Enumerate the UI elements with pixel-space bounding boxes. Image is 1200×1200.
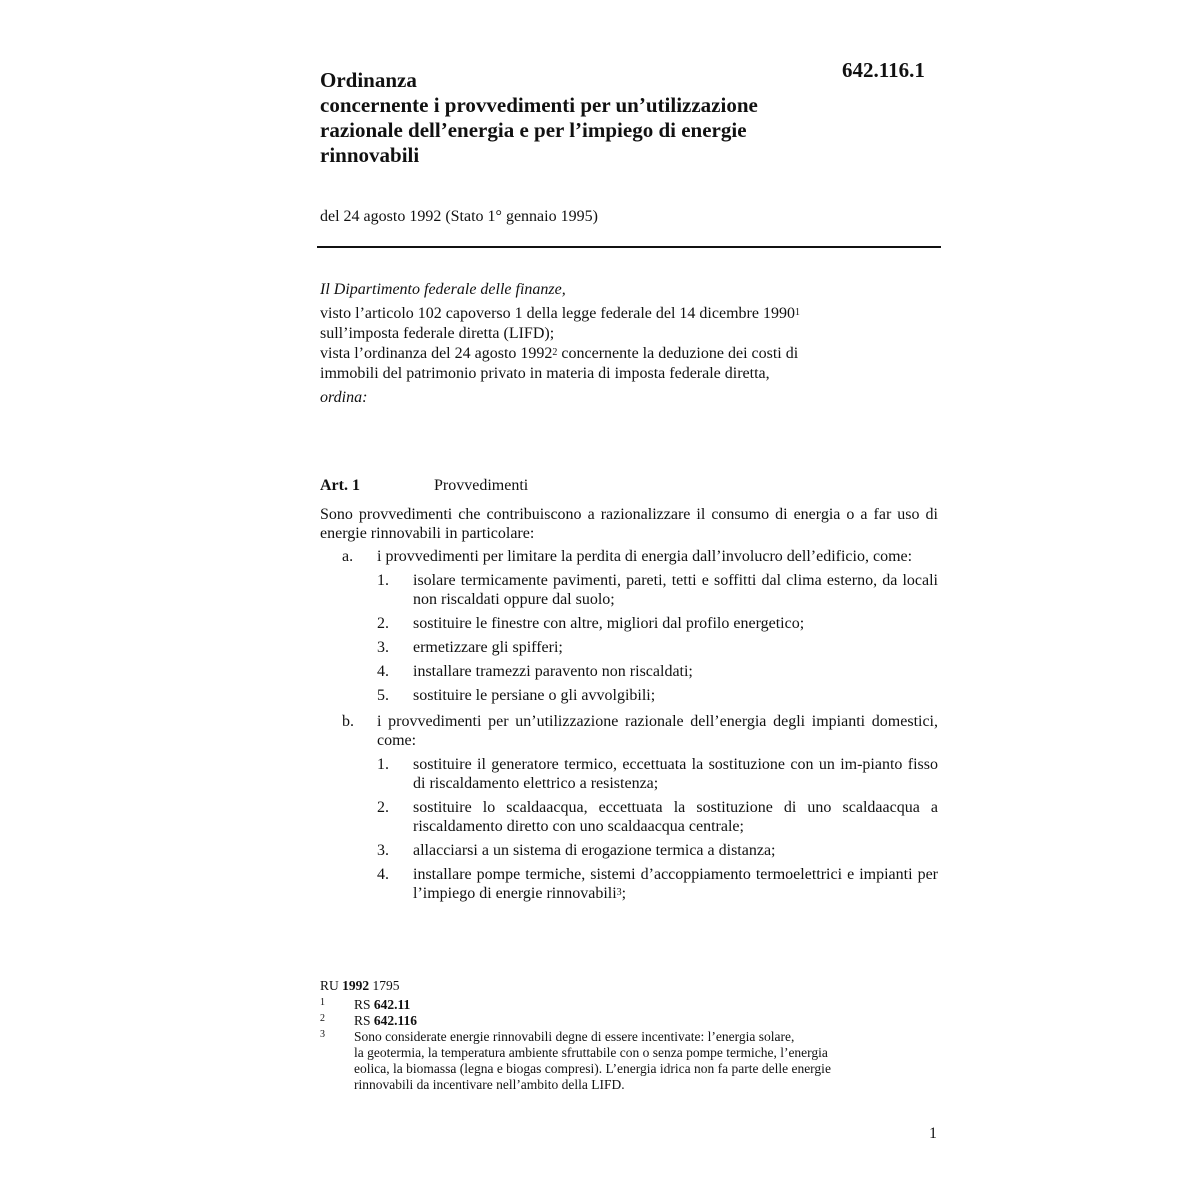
issuing-authority: Il Dipartimento federale delle finanze, (320, 281, 566, 298)
list-item (320, 547, 938, 705)
article-body (320, 505, 938, 903)
sub-list-item (377, 798, 938, 836)
preamble-line: vista l’ordinanza del 24 agosto 1992$^2$ concernente la deduzione dei costi di (320, 345, 799, 362)
title-line: rinnovabili (320, 143, 420, 167)
sub-list-text: sostituire le finestre con altre, migliori dal profilo energetico; (413, 615, 805, 632)
sub-list-item (377, 841, 938, 860)
sub-list-item (377, 865, 938, 903)
sub-list-item (377, 638, 938, 657)
footnote-ref[interactable]: 2 (552, 347, 558, 358)
sub-list-item (377, 662, 938, 681)
sub-list-marker: 3. (377, 842, 389, 859)
sub-list-item (377, 571, 938, 609)
article-intro: Sono provvedimenti che contribuiscono a razionalizzare il consumo di energia o a far uso di energie rinnovabili in particolare: (320, 506, 938, 542)
preamble-line: visto l’articolo 102 capoverso 1 della legge federale del 14 dicembre 1990$^1$ (320, 305, 800, 322)
footnote (320, 1029, 940, 1093)
footnote-marker: 1 (320, 997, 325, 1008)
sub-list-item (377, 686, 938, 705)
enacting-formula: ordina: (320, 389, 368, 406)
sub-list-marker: 5. (377, 687, 389, 704)
footnote-line: la geotermia, la temperatura ambiente sfruttabile con o senza pompe termiche, l’energia (354, 1045, 828, 1060)
sub-list-text: installare tramezzi paravento non riscaldati; (413, 663, 693, 680)
footnote-ref-number[interactable]: 642.11 (373, 997, 411, 1012)
article-title: Provvedimenti (434, 477, 529, 494)
footnote-line: rinnovabili da incentivare nell’ambito della LIFD. (354, 1077, 625, 1092)
footnote-marker: 3 (320, 1029, 325, 1040)
list-marker: b. (342, 713, 354, 730)
sub-list-text: sostituire lo scaldaacqua, eccettuata la sostituzione di uno scaldaacqua a riscaldamento diretto con uno scaldaacqua centrale; (413, 799, 938, 835)
footnote-ref[interactable]: 3 (616, 887, 622, 898)
footnote: 2 RS 642.116 (320, 1013, 418, 1028)
preamble (320, 280, 940, 408)
sub-list-marker: 1. (377, 756, 389, 773)
ordinance-date: del 24 agosto 1992 (Stato 1° gennaio 1995) (320, 208, 598, 225)
footnote-marker: 2 (320, 1013, 325, 1024)
sub-list-text: isolare termicamente pavimenti, pareti, tetti e soffitti dal clima esterno, da locali non riscaldati oppure dal suolo; (413, 572, 938, 608)
preamble-line: sull’imposta federale diretta (LIFD); (320, 325, 555, 342)
sub-list-text: sostituire il generatore termico, eccettuata la sostituzione con un im-pianto fisso di riscaldamento elettrico a resistenza; (413, 756, 938, 792)
ordinance-title (320, 68, 840, 168)
sub-list-text: ermetizzare gli spifferi; (413, 639, 563, 656)
footnotes (320, 978, 940, 1093)
article-heading (320, 477, 528, 495)
page-number: 1 (929, 1125, 937, 1142)
preamble-line: immobili del patrimonio privato in materia di imposta federale diretta, (320, 365, 770, 382)
sub-list-text: sostituire le persiane o gli avvolgibili; (413, 687, 656, 704)
footnote-line: eolica, la biomassa (legna e biogas compresi). L’energia idrica non fa parte delle energie (354, 1061, 831, 1076)
footnote-ref-number[interactable]: 642.116 (373, 1013, 418, 1028)
footnote-line: Sono considerate energie rinnovabili degne di essere incentivate: l’energia solare, (354, 1029, 795, 1044)
footnote: 1 RS 642.11 (320, 997, 411, 1012)
sub-list-marker: 2. (377, 799, 389, 816)
sr-number: 642.116.1 (842, 58, 925, 82)
sub-list-marker: 4. (377, 866, 389, 883)
sub-list-marker: 2. (377, 615, 389, 632)
sub-list-marker: 4. (377, 663, 389, 680)
sub-list-marker: 3. (377, 639, 389, 656)
sub-list-text: installare pompe termiche, sistemi d’accoppiamento termoelettrici e impianti per l’impiego di energie rinnovabili$^3$; (413, 866, 938, 902)
list-item-text: i provvedimenti per limitare la perdita di energia dall’involucro dell’edificio, come: (377, 548, 913, 565)
sub-list-item (377, 614, 938, 633)
article-number: Art. 1 (320, 477, 360, 494)
sub-list-marker: 1. (377, 572, 389, 589)
list-marker: a. (342, 548, 354, 565)
list-item-text: i provvedimenti per un’utilizzazione razionale dell’energia degli impianti domestici, come: (377, 713, 938, 749)
title-line: razionale dell’energia e per l’impiego di energie (320, 118, 747, 142)
official-compilation-ref: RU 1992 1795 (320, 978, 400, 993)
header-divider (317, 246, 941, 248)
sub-list-item (377, 755, 938, 793)
title-line: concernente i provvedimenti per un’utilizzazione (320, 93, 758, 117)
title-line: Ordinanza (320, 68, 417, 92)
list-item (320, 712, 938, 903)
sub-list-text: allacciarsi a un sistema di erogazione termica a distanza; (413, 842, 776, 859)
footnote-ref[interactable]: 1 (794, 307, 800, 318)
